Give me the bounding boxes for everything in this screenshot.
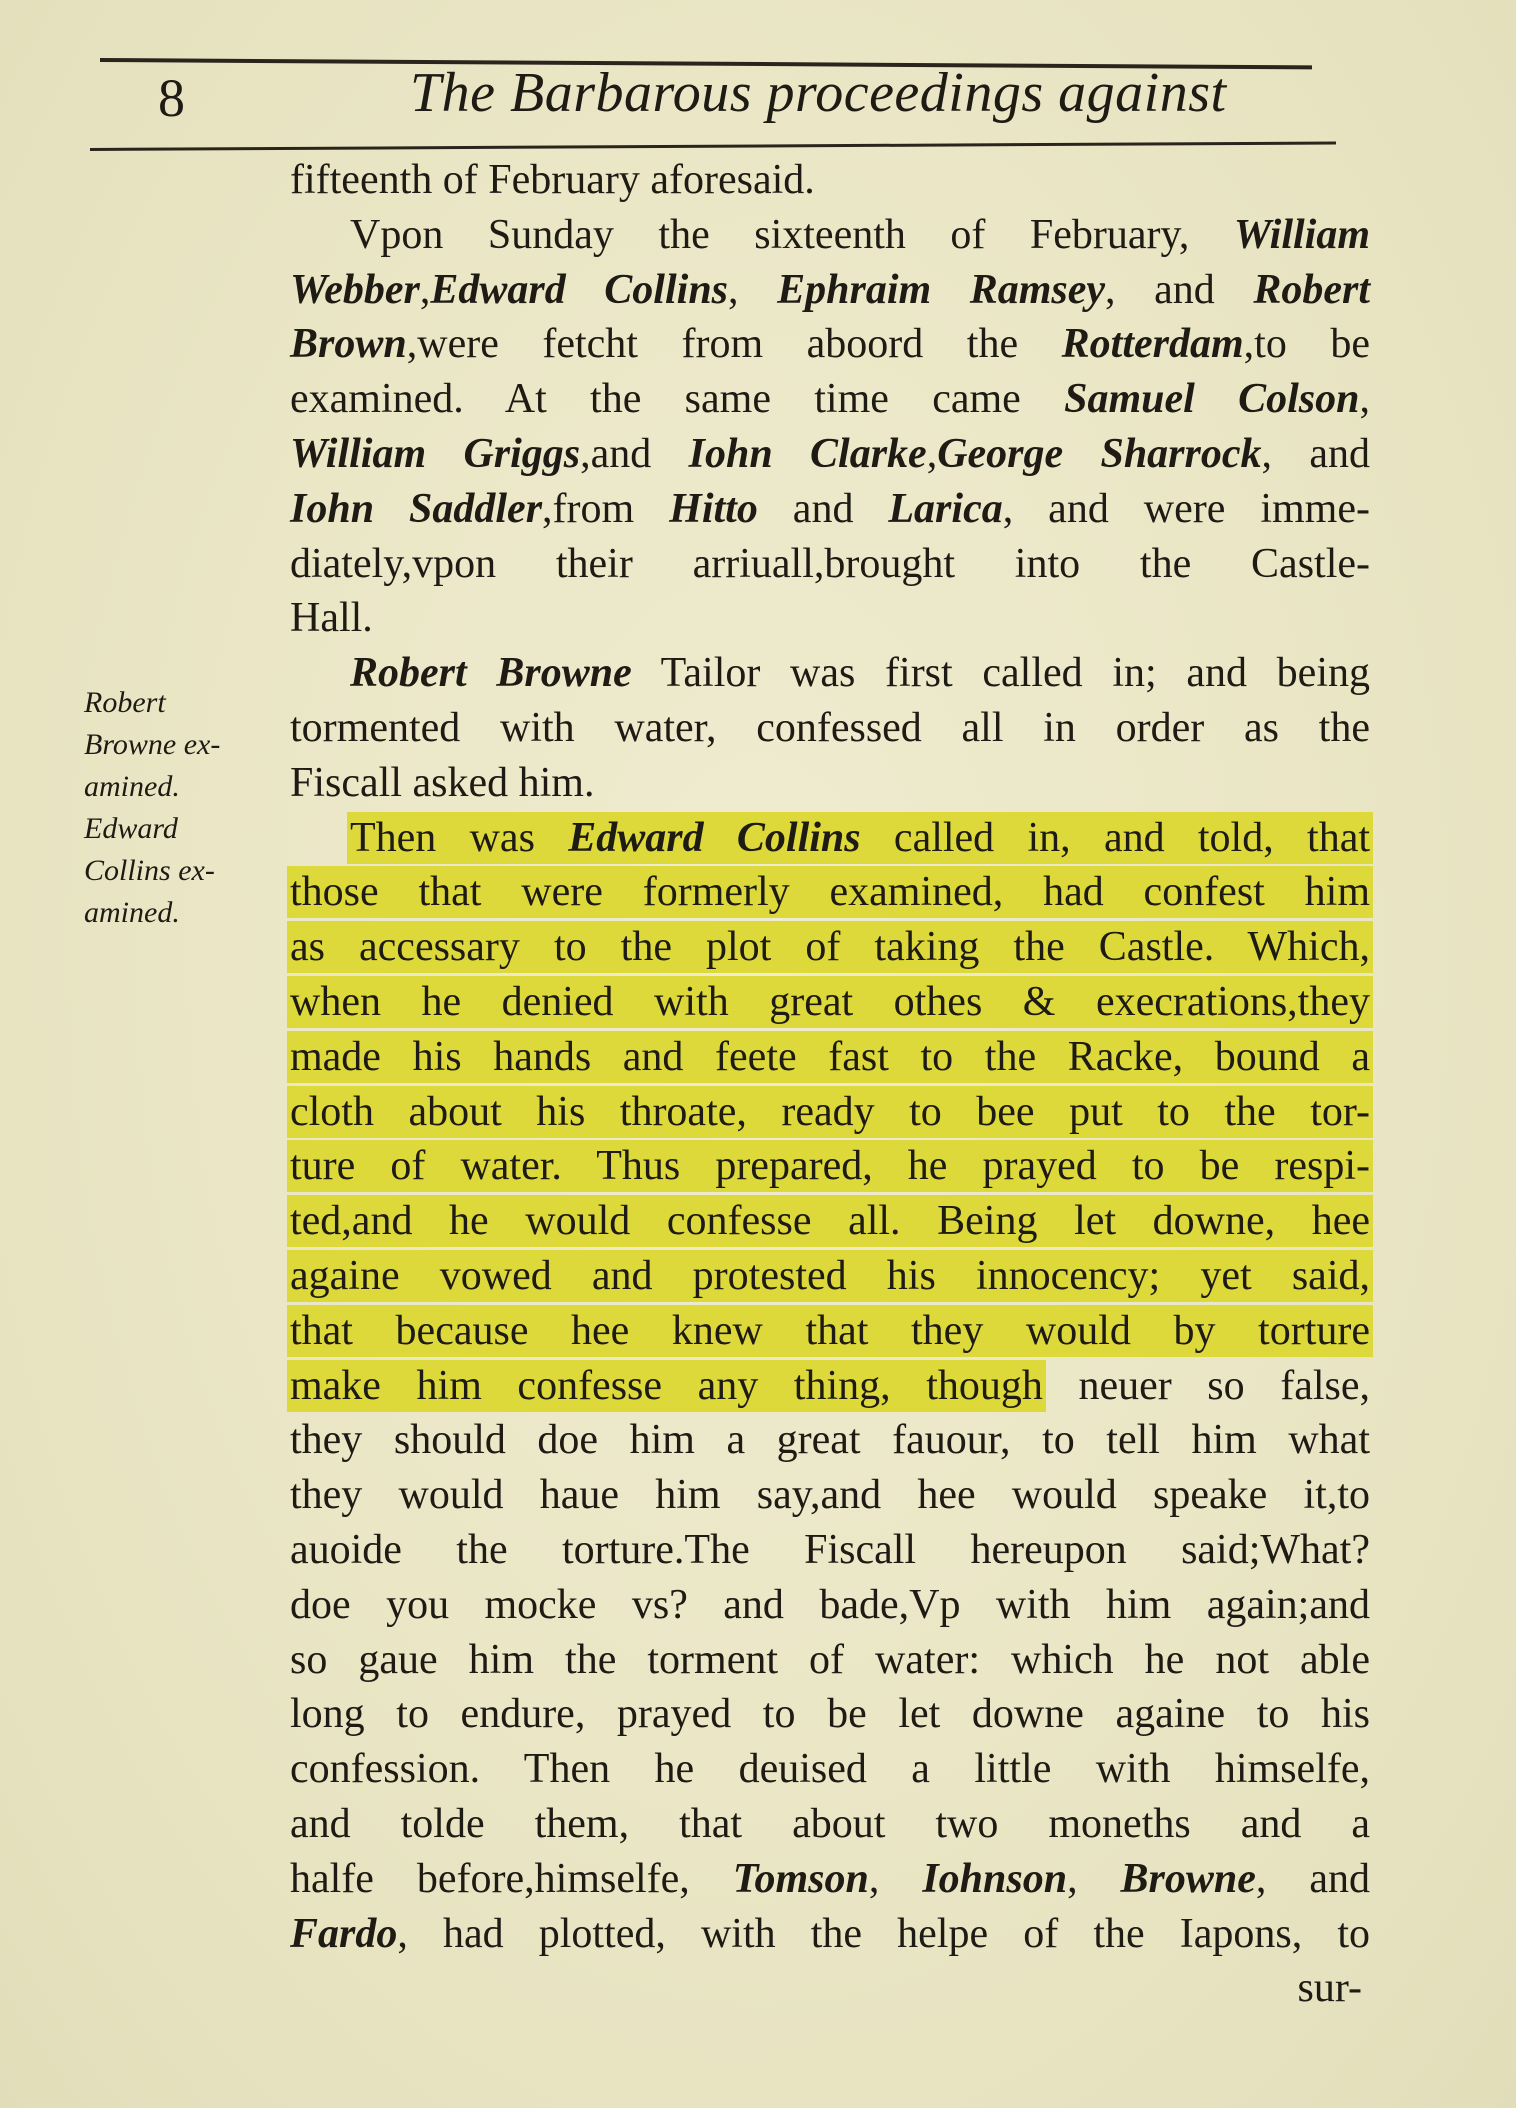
text-line: diately,vpon their arriuall,brought into the Castle- bbox=[290, 540, 1370, 587]
margin-note-line: Robert bbox=[84, 686, 166, 719]
text-line: and tolde them, that about two moneths and a bbox=[290, 1800, 1370, 1847]
highlighted-line: those that were formerly examined, had confest him bbox=[290, 869, 1370, 916]
text-line: Iohn Saddler,from Hitto and Larica, and were imme- bbox=[290, 485, 1370, 532]
text-line: William Griggs,and Iohn Clarke,George Sharrock, and bbox=[290, 430, 1370, 477]
text-line: they should doe him a great fauour, to tell him what bbox=[290, 1417, 1370, 1464]
body-text bbox=[290, 153, 1370, 2016]
highlighted-line: as accessary to the plot of taking the Castle. Which, bbox=[290, 924, 1370, 971]
highlighted-line: ture of water. Thus prepared, he prayed to be respi- bbox=[290, 1143, 1370, 1190]
text-line: Vpon Sunday the sixteenth of February, William bbox=[350, 211, 1370, 258]
highlighted-line: made his hands and feete fast to the Racke, bound a bbox=[290, 1033, 1370, 1080]
catchword: sur- bbox=[1297, 1965, 1362, 2012]
margin-note-line: Browne ex- bbox=[84, 728, 221, 761]
margin-note-line: amined. bbox=[84, 896, 180, 929]
text-line: Hall. bbox=[290, 595, 373, 642]
highlighted-line: Then was Edward Collins called in, and told, that bbox=[350, 814, 1370, 861]
text-line: Fardo, had plotted, with the helpe of the Iapons, to bbox=[290, 1910, 1370, 1957]
page-number: 8 bbox=[158, 68, 185, 128]
margin-notes bbox=[84, 682, 284, 934]
margin-note-line: Edward bbox=[84, 812, 178, 845]
highlighted-line: make him confesse any thing, though neuer so false, bbox=[290, 1362, 1370, 1409]
highlighted-line: ted,and he would confesse all. Being let downe, hee bbox=[290, 1198, 1370, 1245]
text-line: fifteenth of February aforesaid. bbox=[290, 157, 815, 203]
header-rule bbox=[90, 141, 1336, 151]
highlighted-line: againe vowed and protested his innocency; yet said, bbox=[290, 1252, 1370, 1299]
text-line: they would haue him say,and hee would speake it,to bbox=[290, 1472, 1370, 1519]
text-line: Webber,Edward Collins, Ephraim Ramsey, and Robert bbox=[290, 266, 1370, 313]
text-line: Brown,were fetcht from aboord the Rotterdam,to be bbox=[290, 321, 1370, 368]
highlighted-line: that because hee knew that they would by torture bbox=[290, 1307, 1370, 1354]
text-line: Robert Browne Tailor was first called in; and being bbox=[350, 650, 1370, 697]
highlighted-line: when he denied with great othes & execrations,they bbox=[290, 978, 1370, 1025]
margin-note-line: amined. bbox=[84, 770, 180, 803]
highlighted-line: cloth about his throate, ready to bee put to the tor- bbox=[290, 1088, 1370, 1135]
text-line: auoide the torture.The Fiscall hereupon said;What? bbox=[290, 1526, 1370, 1573]
margin-note-line: Collins ex- bbox=[84, 854, 215, 887]
running-title: The Barbarous proceedings against bbox=[410, 62, 1227, 124]
text-line: confession. Then he deuised a little with himselfe, bbox=[290, 1746, 1370, 1793]
text-line: doe you mocke vs? and bade,Vp with him again;and bbox=[290, 1581, 1370, 1628]
text-line: long to endure, prayed to be let downe againe to his bbox=[290, 1691, 1370, 1738]
text-line: so gaue him the torment of water: which he not able bbox=[290, 1636, 1370, 1683]
text-line: examined. At the same time came Samuel Colson, bbox=[290, 376, 1370, 423]
text-line: Fiscall asked him. bbox=[290, 759, 595, 806]
text-line: tormented with water, confessed all in order as the bbox=[290, 704, 1370, 751]
text-line: halfe before,himselfe, Tomson, Iohnson, Browne, and bbox=[290, 1855, 1371, 1902]
